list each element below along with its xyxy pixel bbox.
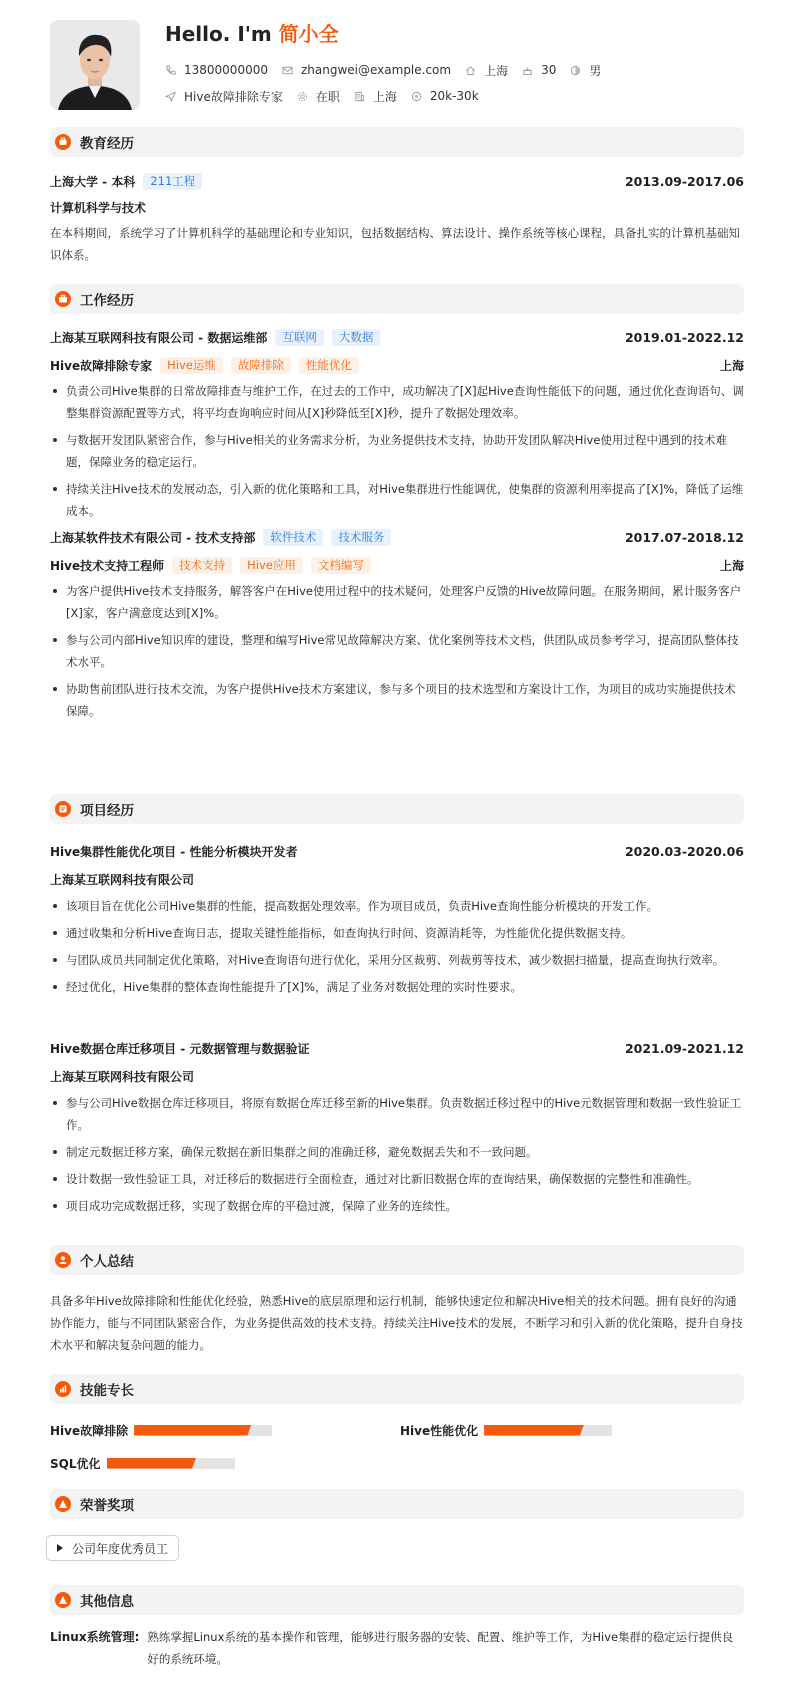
list-item: 协助售前团队进行技术交流，为客户提供Hive技术方案建议，参与多个项目的技术选型和方案设计工作，为项目的成功实施提供技术保障。	[50, 678, 744, 722]
award-name: 公司年度优秀员工	[72, 1541, 169, 1556]
skill-bar-fill	[484, 1425, 584, 1436]
person-name: 简小全	[278, 22, 339, 46]
section-skills	[50, 1374, 744, 1404]
section-work	[50, 284, 744, 314]
section-title: 工作经历	[80, 293, 134, 309]
salary: 20k-30k	[411, 89, 479, 103]
list-item: 负责公司Hive集群的日常故障排查与维护工作，在过去的工作中，成功解决了[X]起Hive查询性能低下的问题，通过优化查询语句、调整集群资源配置等方式，将平均查询响应时间从[X]秒降低至[X]秒，提升了数据处理效率。	[50, 380, 744, 424]
role-tag: Hive运维	[160, 357, 223, 374]
skill-bar-fill	[134, 1425, 251, 1436]
gender: 男	[570, 62, 601, 79]
company-tag: 技术服务	[331, 529, 391, 546]
company-tag: 大数据	[332, 329, 381, 346]
role-tag: 性能优化	[299, 357, 359, 374]
award-icon	[55, 1496, 71, 1512]
cake-icon	[522, 65, 533, 76]
section-title: 个人总结	[80, 1254, 134, 1270]
other-item	[50, 1626, 744, 1670]
role-tag: 文档编写	[311, 557, 371, 574]
education-tag: 211工程	[143, 173, 202, 190]
section-projects	[50, 794, 744, 824]
list-item: 与数据开发团队紧密合作，参与Hive相关的业务需求分析，为业务提供技术支持，协助开发团队解决Hive使用过程中遇到的技术难题，保障业务的稳定运行。	[50, 429, 744, 473]
skill-bar	[134, 1425, 272, 1436]
project-bullets	[50, 895, 744, 998]
work-bullets	[50, 580, 744, 722]
project-period: 2020.03-2020.06	[624, 843, 744, 859]
section-awards	[50, 1489, 744, 1519]
project-period: 2021.09-2021.12	[624, 1040, 744, 1056]
work-city: 上海	[354, 88, 397, 105]
education-entry	[50, 172, 744, 266]
list-item: 参与公司Hive数据仓库迁移项目，将原有数据仓库迁移至新的Hive集群。负责数据迁移过程中的Hive元数据管理和数据一致性验证工作。	[50, 1092, 744, 1136]
info-icon	[55, 1592, 71, 1608]
list-item: 通过收集和分析Hive查询日志，提取关键性能指标，如查询执行时间、资源消耗等，为性能优化提供数据支持。	[50, 922, 744, 944]
project-bullets	[50, 1092, 744, 1217]
education-period: 2013.09-2017.06	[624, 173, 744, 189]
home-icon	[465, 65, 476, 76]
play-icon	[57, 1544, 63, 1552]
phone: 13800000000	[165, 63, 268, 77]
greeting: Hello. I'm 简小全	[165, 22, 339, 46]
skill-bar	[107, 1458, 235, 1469]
send-icon	[165, 91, 176, 102]
award-item	[46, 1535, 179, 1561]
work-entry	[50, 328, 744, 527]
gender-icon	[570, 65, 581, 76]
role-name: Hive技术支持工程师	[50, 558, 165, 573]
chart-icon	[55, 1381, 71, 1397]
skill-item	[50, 1423, 272, 1437]
age: 30	[522, 63, 556, 77]
job-title: Hive故障排除专家	[165, 88, 283, 105]
phone-icon	[165, 65, 176, 76]
company-name: 上海某软件技术有限公司 - 技术支持部	[50, 530, 256, 545]
project-name: Hive数据仓库迁移项目 - 元数据管理与数据验证	[50, 1041, 310, 1056]
section-title: 其他信息	[80, 1594, 134, 1610]
school-name: 上海大学 - 本科	[50, 174, 136, 189]
work-period: 2019.01-2022.12	[624, 329, 744, 345]
list-item: 参与公司内部Hive知识库的建设，整理和编写Hive常见故障解决方案、优化案例等技术文档，供团队成员参考学习，提高团队整体技术水平。	[50, 629, 744, 673]
skill-bar-fill	[107, 1458, 197, 1469]
header	[50, 20, 744, 110]
project-entry	[50, 1039, 744, 1222]
section-title: 项目经历	[80, 803, 134, 819]
project-icon	[55, 801, 71, 817]
section-other	[50, 1585, 744, 1615]
building-icon	[354, 91, 365, 102]
skill-name: SQL优化	[50, 1456, 101, 1471]
project-entry	[50, 842, 744, 1003]
avatar	[50, 20, 140, 110]
education-icon	[55, 134, 71, 150]
role-tag: Hive应用	[240, 557, 303, 574]
section-title: 教育经历	[80, 136, 134, 152]
work-location: 上海	[719, 558, 744, 573]
list-item: 与团队成员共同制定优化策略，对Hive查询语句进行优化，采用分区裁剪、列裁剪等技术，减少数据扫描量，提高查询执行效率。	[50, 949, 744, 971]
list-item: 项目成功完成数据迁移，实现了数据仓库的平稳过渡，保障了业务的连续性。	[50, 1195, 744, 1217]
coin-icon	[411, 91, 422, 102]
work-bullets	[50, 380, 744, 522]
other-label: Linux系统管理:	[50, 1630, 140, 1644]
briefcase-icon	[55, 291, 71, 307]
work-entry	[50, 528, 744, 727]
other-text: 熟练掌握Linux系统的基本操作和管理，能够进行服务器的安装、配置、维护等工作，为Hive集群的稳定运行提供良好的系统环境。	[147, 1630, 734, 1666]
major: 计算机科学与技术	[50, 201, 147, 215]
list-item: 制定元数据迁移方案，确保元数据在新旧集群之间的准确迁移，避免数据丢失和不一致问题。	[50, 1141, 744, 1163]
role-tag: 技术支持	[172, 557, 232, 574]
section-title: 荣誉奖项	[80, 1498, 134, 1514]
role-tag: 故障排除	[231, 357, 291, 374]
skill-name: Hive性能优化	[400, 1423, 479, 1438]
job-status: 在职	[297, 88, 340, 105]
list-item: 为客户提供Hive技术支持服务，解答客户在Hive使用过程中的技术疑问，处理客户反馈的Hive故障问题。在服务期间，累计服务客户[X]家，客户满意度达到[X]%。	[50, 580, 744, 624]
gear-icon	[297, 91, 308, 102]
education-description: 在本科期间，系统学习了计算机科学的基础理论和专业知识，包括数据结构、算法设计、操作系统等核心课程，具备扎实的计算机基础知识体系。	[50, 226, 740, 262]
work-period: 2017.07-2018.12	[624, 529, 744, 545]
user-icon	[55, 1252, 71, 1268]
list-item: 持续关注Hive技术的发展动态，引入新的优化策略和工具，对Hive集群进行性能调优，使集群的资源利用率提高了[X]%，降低了运维成本。	[50, 478, 744, 522]
section-education	[50, 127, 744, 157]
company-tag: 软件技术	[263, 529, 323, 546]
list-item: 经过优化，Hive集群的整体查询性能提升了[X]%，满足了业务对数据处理的实时性要求。	[50, 976, 744, 998]
section-summary	[50, 1245, 744, 1275]
project-company: 上海某互联网科技有限公司	[50, 873, 195, 887]
skill-item	[50, 1456, 235, 1470]
section-title: 技能专长	[80, 1383, 134, 1399]
list-item: 该项目旨在优化公司Hive集群的性能，提高数据处理效率。作为项目成员，负责Hive查询性能分析模块的开发工作。	[50, 895, 744, 917]
city: 上海	[465, 62, 508, 79]
work-location: 上海	[719, 358, 744, 373]
project-name: Hive集群性能优化项目 - 性能分析模块开发者	[50, 844, 298, 859]
project-company: 上海某互联网科技有限公司	[50, 1070, 195, 1084]
role-name: Hive故障排除专家	[50, 358, 153, 373]
list-item: 设计数据一致性验证工具，对迁移后的数据进行全面检查，通过对比新旧数据仓库的查询结果，确保数据的完整性和准确性。	[50, 1168, 744, 1190]
company-name: 上海某互联网科技有限公司 - 数据运维部	[50, 330, 268, 345]
summary-text: 具备多年Hive故障排除和性能优化经验，熟悉Hive的底层原理和运行机制，能够快速定位和解决Hive相关的技术问题。拥有良好的沟通协作能力，能与不同团队紧密合作，为业务提供高效的技术支持。持续关注Hive技术的发展，不断学习和引入新的优化策略，提升自身技术水平和解决复杂问题的能力。	[50, 1294, 743, 1352]
skill-name: Hive故障排除	[50, 1423, 129, 1438]
skill-bar	[484, 1425, 612, 1436]
mail-icon	[282, 65, 293, 76]
email: zhangwei@example.com	[282, 63, 451, 77]
company-tag: 互联网	[275, 329, 324, 346]
skill-item	[400, 1423, 612, 1437]
